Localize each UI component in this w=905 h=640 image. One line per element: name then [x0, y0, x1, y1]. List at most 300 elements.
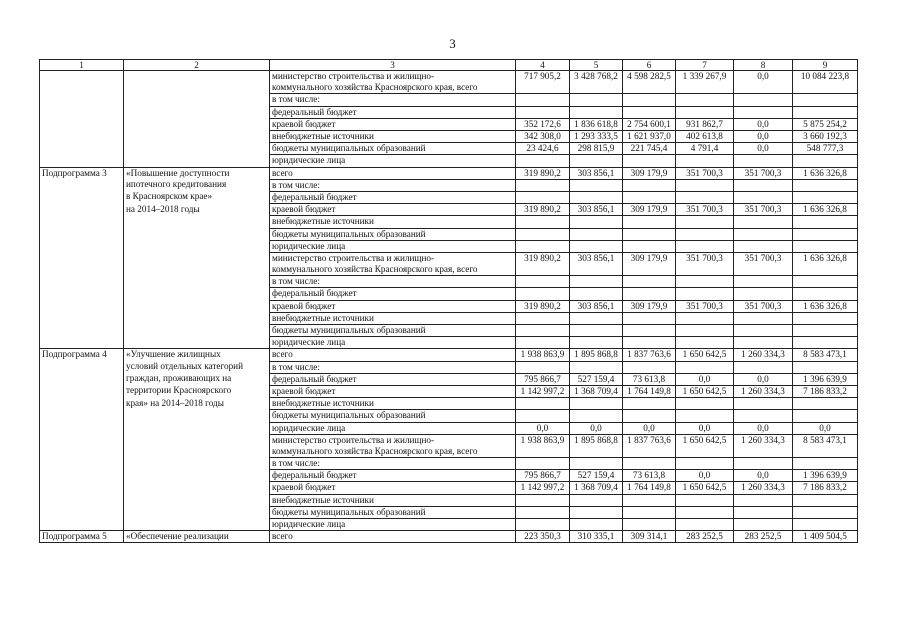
amount-cell: 303 856,1	[570, 300, 623, 312]
amount-cell	[676, 494, 734, 506]
amount-cell	[793, 276, 858, 288]
amount-cell	[734, 446, 793, 458]
amount-cell	[516, 398, 570, 410]
amount-cell: 221 745,4	[623, 143, 676, 155]
page-number: 3	[449, 36, 456, 51]
funding-source-cell: в том числе:	[270, 361, 516, 373]
subprogram-title-cell	[124, 422, 270, 434]
amount-cell	[676, 240, 734, 252]
amount-cell	[734, 216, 793, 228]
amount-cell	[676, 94, 734, 106]
table-row	[40, 252, 858, 264]
funding-source-cell: бюджеты муниципальных образований	[270, 410, 516, 422]
amount-cell	[623, 325, 676, 337]
subprogram-title-cell	[124, 519, 270, 531]
amount-cell: 1 368 709,4	[570, 385, 623, 397]
amount-cell	[570, 106, 623, 118]
amount-cell	[516, 410, 570, 422]
amount-cell: 4 598 282,5	[623, 71, 676, 83]
subprogram-cell	[40, 482, 124, 494]
amount-cell: 309 179,9	[623, 252, 676, 264]
table-header-row	[40, 60, 858, 71]
amount-cell	[676, 228, 734, 240]
amount-cell	[793, 446, 858, 458]
amount-cell: 1 260 334,3	[734, 385, 793, 397]
amount-cell	[516, 519, 570, 531]
subprogram-cell	[40, 82, 124, 94]
funding-source-cell: краевой бюджет	[270, 118, 516, 130]
amount-cell: 319 890,2	[516, 252, 570, 264]
table-row	[40, 470, 858, 482]
table-row	[40, 131, 858, 143]
amount-cell: 1 260 334,3	[734, 482, 793, 494]
amount-cell	[516, 191, 570, 203]
table-row	[40, 361, 858, 373]
amount-cell	[793, 94, 858, 106]
amount-cell	[676, 264, 734, 276]
subprogram-cell	[40, 240, 124, 252]
amount-cell	[570, 240, 623, 252]
funding-source-cell: коммунального хозяйства Красноярского края, всего	[270, 446, 516, 458]
amount-cell	[793, 179, 858, 191]
amount-cell: 73 613,8	[623, 373, 676, 385]
subprogram-cell	[40, 470, 124, 482]
header-cell: 3	[270, 60, 516, 71]
funding-source-cell: юридические лица	[270, 155, 516, 167]
amount-cell	[676, 506, 734, 518]
table-row	[40, 167, 858, 179]
amount-cell	[570, 276, 623, 288]
amount-cell: 351 700,3	[734, 204, 793, 216]
amount-cell: 8 583 473,1	[793, 434, 858, 446]
amount-cell: 1 142 997,2	[516, 482, 570, 494]
table-row	[40, 482, 858, 494]
amount-cell: 1 142 997,2	[516, 385, 570, 397]
amount-cell: 351 700,3	[734, 252, 793, 264]
amount-cell	[570, 312, 623, 324]
table-row	[40, 240, 858, 252]
table-row	[40, 434, 858, 446]
funding-source-cell: внебюджетные источники	[270, 216, 516, 228]
amount-cell: 1 650 642,5	[676, 482, 734, 494]
amount-cell: 351 700,3	[734, 167, 793, 179]
amount-cell: 1 764 149,8	[623, 385, 676, 397]
subprogram-title-cell	[124, 264, 270, 276]
subprogram-title-cell	[124, 71, 270, 83]
table-row	[40, 94, 858, 106]
subprogram-cell	[40, 398, 124, 410]
subprogram-title-cell	[124, 94, 270, 106]
amount-cell: 23 424,6	[516, 143, 570, 155]
amount-cell: 310 335,1	[570, 531, 623, 543]
amount-cell	[516, 458, 570, 470]
funding-source-cell: министерство строительства и жилищно-	[270, 252, 516, 264]
funding-source-cell: бюджеты муниципальных образований	[270, 325, 516, 337]
subprogram-cell	[40, 71, 124, 83]
amount-cell	[623, 94, 676, 106]
funding-source-cell: краевой бюджет	[270, 482, 516, 494]
subprogram-title-cell	[124, 434, 270, 446]
amount-cell	[734, 519, 793, 531]
subprogram-cell	[40, 179, 124, 191]
amount-cell: 0,0	[734, 118, 793, 130]
amount-cell	[516, 228, 570, 240]
amount-cell: 1 339 267,9	[676, 71, 734, 83]
amount-cell: 319 890,2	[516, 300, 570, 312]
table-body	[40, 71, 858, 543]
amount-cell	[623, 398, 676, 410]
amount-cell	[570, 337, 623, 349]
amount-cell	[570, 446, 623, 458]
amount-cell	[676, 337, 734, 349]
funding-source-cell: краевой бюджет	[270, 300, 516, 312]
subprogram-cell	[40, 373, 124, 385]
amount-cell: 1 293 333,5	[570, 131, 623, 143]
amount-cell: 402 613,8	[676, 131, 734, 143]
table-row	[40, 422, 858, 434]
amount-cell	[570, 179, 623, 191]
amount-cell	[676, 82, 734, 94]
funding-source-cell: юридические лица	[270, 337, 516, 349]
amount-cell	[793, 106, 858, 118]
amount-cell	[623, 264, 676, 276]
amount-cell	[676, 458, 734, 470]
table-row	[40, 264, 858, 276]
table-row	[40, 458, 858, 470]
amount-cell	[623, 216, 676, 228]
subprogram-title-cell: «Улучшение жилищных	[124, 349, 270, 361]
amount-cell	[516, 276, 570, 288]
subprogram-cell	[40, 494, 124, 506]
amount-cell	[676, 446, 734, 458]
amount-cell: 0,0	[734, 71, 793, 83]
subprogram-title-cell	[124, 300, 270, 312]
amount-cell	[570, 82, 623, 94]
amount-cell	[793, 264, 858, 276]
amount-cell	[734, 494, 793, 506]
amount-cell: 1 636 326,8	[793, 252, 858, 264]
table-row	[40, 179, 858, 191]
subprogram-title-cell	[124, 131, 270, 143]
amount-cell: 352 172,6	[516, 118, 570, 130]
subprogram-title-cell	[124, 482, 270, 494]
amount-cell: 0,0	[734, 373, 793, 385]
table-row	[40, 519, 858, 531]
amount-cell: 298 815,9	[570, 143, 623, 155]
table-row	[40, 71, 858, 83]
amount-cell: 548 777,3	[793, 143, 858, 155]
amount-cell: 0,0	[570, 422, 623, 434]
amount-cell	[793, 191, 858, 203]
amount-cell: 717 905,2	[516, 71, 570, 83]
subprogram-title-cell	[124, 143, 270, 155]
subprogram-cell	[40, 264, 124, 276]
amount-cell	[570, 506, 623, 518]
funding-source-cell: юридические лица	[270, 422, 516, 434]
amount-cell	[734, 410, 793, 422]
amount-cell	[793, 325, 858, 337]
subprogram-cell	[40, 94, 124, 106]
amount-cell	[793, 494, 858, 506]
table-row	[40, 531, 858, 543]
amount-cell	[793, 82, 858, 94]
amount-cell: 1 650 642,5	[676, 385, 734, 397]
funding-source-cell: федеральный бюджет	[270, 191, 516, 203]
funding-source-cell: министерство строительства и жилищно-	[270, 71, 516, 83]
table-row	[40, 118, 858, 130]
subprogram-title-cell: края» на 2014–2018 годы	[124, 398, 270, 410]
amount-cell	[570, 228, 623, 240]
funding-source-cell: юридические лица	[270, 240, 516, 252]
amount-cell: 342 308,0	[516, 131, 570, 143]
amount-cell: 931 862,7	[676, 118, 734, 130]
subprogram-title-cell: территории Красноярского	[124, 385, 270, 397]
amount-cell: 319 890,2	[516, 204, 570, 216]
funding-source-cell: бюджеты муниципальных образований	[270, 228, 516, 240]
amount-cell	[516, 494, 570, 506]
subprogram-cell: Подпрограмма 4	[40, 349, 124, 361]
amount-cell	[623, 458, 676, 470]
subprogram-title-cell	[124, 252, 270, 264]
amount-cell	[516, 82, 570, 94]
header-cell: 5	[570, 60, 623, 71]
amount-cell: 0,0	[734, 131, 793, 143]
header-cell: 1	[40, 60, 124, 71]
amount-cell: 1 650 642,5	[676, 349, 734, 361]
amount-cell	[623, 361, 676, 373]
table-row	[40, 216, 858, 228]
amount-cell	[676, 216, 734, 228]
table-row	[40, 337, 858, 349]
table-row	[40, 398, 858, 410]
subprogram-title-cell	[124, 446, 270, 458]
subprogram-cell	[40, 252, 124, 264]
amount-cell	[793, 398, 858, 410]
amount-cell	[570, 94, 623, 106]
amount-cell: 7 186 833,2	[793, 482, 858, 494]
amount-cell	[623, 494, 676, 506]
funding-source-cell: в том числе:	[270, 94, 516, 106]
amount-cell	[570, 410, 623, 422]
table-row	[40, 494, 858, 506]
subprogram-cell	[40, 276, 124, 288]
amount-cell	[734, 337, 793, 349]
amount-cell: 795 866,7	[516, 373, 570, 385]
amount-cell: 351 700,3	[676, 300, 734, 312]
subprogram-cell	[40, 385, 124, 397]
table-row	[40, 300, 858, 312]
subprogram-cell	[40, 446, 124, 458]
subprogram-cell	[40, 410, 124, 422]
amount-cell	[676, 179, 734, 191]
funding-source-cell: юридические лица	[270, 519, 516, 531]
funding-source-cell: всего	[270, 531, 516, 543]
amount-cell: 8 583 473,1	[793, 349, 858, 361]
amount-cell	[734, 82, 793, 94]
amount-cell: 4 791,4	[676, 143, 734, 155]
subprogram-cell	[40, 228, 124, 240]
subprogram-cell	[40, 204, 124, 216]
amount-cell	[570, 264, 623, 276]
subprogram-title-cell: ипотечного кредитования	[124, 179, 270, 191]
amount-cell: 309 314,1	[623, 531, 676, 543]
amount-cell	[623, 228, 676, 240]
amount-cell	[676, 398, 734, 410]
funding-source-cell: всего	[270, 167, 516, 179]
subprogram-cell	[40, 118, 124, 130]
amount-cell	[734, 458, 793, 470]
subprogram-cell	[40, 155, 124, 167]
table-row	[40, 143, 858, 155]
amount-cell	[516, 288, 570, 300]
amount-cell: 1 836 618,8	[570, 118, 623, 130]
funding-source-cell: федеральный бюджет	[270, 106, 516, 118]
amount-cell: 1 396 639,9	[793, 373, 858, 385]
amount-cell	[793, 288, 858, 300]
amount-cell: 0,0	[734, 422, 793, 434]
amount-cell	[570, 458, 623, 470]
header-cell: 4	[516, 60, 570, 71]
subprogram-title-cell	[124, 288, 270, 300]
amount-cell	[623, 506, 676, 518]
amount-cell	[793, 228, 858, 240]
table-row	[40, 82, 858, 94]
table-row	[40, 349, 858, 361]
funding-source-cell: всего	[270, 349, 516, 361]
table-row	[40, 373, 858, 385]
amount-cell	[793, 506, 858, 518]
amount-cell	[734, 106, 793, 118]
subprogram-title-cell	[124, 410, 270, 422]
amount-cell	[570, 191, 623, 203]
amount-cell	[793, 337, 858, 349]
table-row	[40, 106, 858, 118]
amount-cell	[734, 240, 793, 252]
subprogram-title-cell: условий отдельных категорий	[124, 361, 270, 373]
table-row	[40, 276, 858, 288]
subprogram-title-cell: в Красноярском крае»	[124, 191, 270, 203]
subprogram-cell	[40, 506, 124, 518]
amount-cell	[623, 179, 676, 191]
amount-cell	[734, 398, 793, 410]
amount-cell: 1 636 326,8	[793, 167, 858, 179]
header-cell: 2	[124, 60, 270, 71]
subprogram-cell	[40, 288, 124, 300]
subprogram-cell	[40, 422, 124, 434]
amount-cell	[623, 106, 676, 118]
subprogram-title-cell	[124, 216, 270, 228]
amount-cell: 795 866,7	[516, 470, 570, 482]
amount-cell: 0,0	[676, 422, 734, 434]
subprogram-cell	[40, 216, 124, 228]
amount-cell	[734, 191, 793, 203]
amount-cell	[734, 312, 793, 324]
amount-cell: 7 186 833,2	[793, 385, 858, 397]
amount-cell	[516, 155, 570, 167]
amount-cell: 1 621 937,0	[623, 131, 676, 143]
amount-cell: 73 613,8	[623, 470, 676, 482]
amount-cell: 283 252,5	[734, 531, 793, 543]
amount-cell: 309 179,9	[623, 167, 676, 179]
amount-cell	[570, 288, 623, 300]
amount-cell	[676, 410, 734, 422]
subprogram-cell	[40, 191, 124, 203]
subprogram-title-cell	[124, 458, 270, 470]
table-row	[40, 325, 858, 337]
funding-source-cell: федеральный бюджет	[270, 288, 516, 300]
subprogram-title-cell	[124, 337, 270, 349]
amount-cell	[676, 191, 734, 203]
subprogram-cell	[40, 519, 124, 531]
subprogram-title-cell: граждан, проживающих на	[124, 373, 270, 385]
funding-source-cell: бюджеты муниципальных образований	[270, 143, 516, 155]
table-row	[40, 312, 858, 324]
amount-cell	[676, 106, 734, 118]
amount-cell: 0,0	[676, 373, 734, 385]
funding-source-cell: министерство строительства и жилищно-	[270, 434, 516, 446]
subprogram-cell	[40, 106, 124, 118]
amount-cell: 1 764 149,8	[623, 482, 676, 494]
subprogram-title-cell	[124, 312, 270, 324]
subprogram-cell	[40, 361, 124, 373]
amount-cell	[516, 312, 570, 324]
amount-cell	[623, 191, 676, 203]
funding-source-cell: внебюджетные источники	[270, 131, 516, 143]
amount-cell	[516, 337, 570, 349]
amount-cell	[676, 155, 734, 167]
subprogram-title-cell	[124, 276, 270, 288]
amount-cell: 0,0	[676, 470, 734, 482]
amount-cell	[676, 519, 734, 531]
amount-cell	[516, 446, 570, 458]
amount-cell	[734, 228, 793, 240]
funding-source-cell: федеральный бюджет	[270, 470, 516, 482]
table-row	[40, 155, 858, 167]
amount-cell	[570, 398, 623, 410]
header-cell: 6	[623, 60, 676, 71]
amount-cell	[734, 325, 793, 337]
amount-cell: 0,0	[793, 422, 858, 434]
subprogram-cell	[40, 434, 124, 446]
amount-cell	[793, 216, 858, 228]
amount-cell	[734, 276, 793, 288]
table-row	[40, 204, 858, 216]
amount-cell: 1 837 763,6	[623, 434, 676, 446]
subprogram-cell	[40, 131, 124, 143]
amount-cell	[793, 312, 858, 324]
table-row	[40, 228, 858, 240]
amount-cell	[570, 494, 623, 506]
funding-source-cell: краевой бюджет	[270, 204, 516, 216]
table-row	[40, 288, 858, 300]
funding-source-cell: коммунального хозяйства Красноярского края, всего	[270, 264, 516, 276]
amount-cell	[570, 216, 623, 228]
amount-cell: 2 754 600,1	[623, 118, 676, 130]
amount-cell: 1 895 868,8	[570, 434, 623, 446]
amount-cell: 319 890,2	[516, 167, 570, 179]
subprogram-cell: Подпрограмма 5	[40, 531, 124, 543]
amount-cell	[793, 410, 858, 422]
amount-cell: 1 396 639,9	[793, 470, 858, 482]
amount-cell	[793, 155, 858, 167]
subprogram-cell	[40, 143, 124, 155]
funding-source-cell: в том числе:	[270, 179, 516, 191]
amount-cell	[516, 106, 570, 118]
amount-cell	[516, 361, 570, 373]
amount-cell: 0,0	[734, 143, 793, 155]
amount-cell: 0,0	[734, 470, 793, 482]
subprogram-title-cell	[124, 325, 270, 337]
